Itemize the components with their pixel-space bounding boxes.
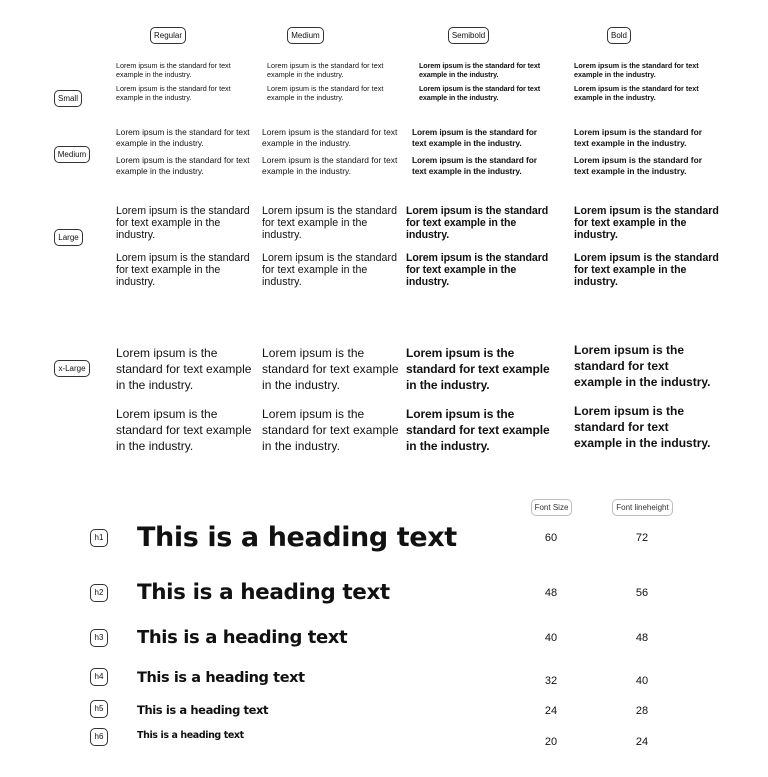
size-label-medium[interactable]: Medium (54, 146, 90, 163)
heading-tag-h3[interactable]: h3 (90, 629, 108, 647)
sample-xlarge-bold-1: Lorem ipsum is the standard for text example in the industry. (574, 343, 711, 389)
sample-small-semibold-1: Lorem ipsum is the standard for text example in the industry. (419, 61, 541, 79)
line-height-h4: 40 (635, 675, 649, 687)
heading-tag-h2[interactable]: h2 (90, 584, 108, 602)
sample-small-medium-2: Lorem ipsum is the standard for text example in the industry. (267, 84, 384, 102)
weight-label-semibold[interactable]: Semibold (448, 27, 489, 44)
sample-xlarge-medium-2: Lorem ipsum is the standard for text example in the industry. (262, 407, 399, 453)
sample-medium-medium-2: Lorem ipsum is the standard for text example in the industry. (262, 155, 398, 176)
line-height-h5: 28 (635, 705, 649, 717)
sample-large-semibold-1: Lorem ipsum is the standard for text example in the industry. (406, 205, 549, 241)
sample-xlarge-semibold-1: Lorem ipsum is the standard for text example in the industry. (406, 346, 550, 392)
sample-large-bold-1: Lorem ipsum is the standard for text example in the industry. (574, 205, 719, 241)
font-size-h2: 48 (544, 587, 558, 599)
heading-tag-h1[interactable]: h1 (90, 529, 108, 547)
sample-medium-bold-1: Lorem ipsum is the standard for text example in the industry. (574, 127, 702, 148)
font-size-header[interactable]: Font Size (531, 499, 572, 516)
sample-medium-bold-2: Lorem ipsum is the standard for text example in the industry. (574, 155, 702, 176)
sample-xlarge-regular-1: Lorem ipsum is the standard for text example in the industry. (116, 346, 252, 392)
sample-large-medium-2: Lorem ipsum is the standard for text example in the industry. (262, 252, 398, 288)
size-label-small[interactable]: Small (54, 90, 82, 107)
weight-label-medium[interactable]: Medium (287, 27, 324, 44)
line-height-h1: 72 (635, 532, 649, 544)
line-height-h6: 24 (635, 736, 649, 748)
size-label-xlarge[interactable]: x-Large (54, 360, 90, 377)
weight-label-bold[interactable]: Bold (607, 27, 631, 44)
sample-xlarge-regular-2: Lorem ipsum is the standard for text example in the industry. (116, 407, 252, 453)
line-height-h3: 48 (635, 632, 649, 644)
sample-small-semibold-2: Lorem ipsum is the standard for text example in the industry. (419, 84, 541, 102)
weight-label-regular[interactable]: Regular (150, 27, 186, 44)
sample-medium-medium-1: Lorem ipsum is the standard for text example in the industry. (262, 127, 398, 148)
font-size-h6: 20 (544, 736, 558, 748)
heading-tag-h6[interactable]: h6 (90, 728, 108, 746)
heading-sample-h5: This is a heading text (137, 703, 269, 717)
sample-large-bold-2: Lorem ipsum is the standard for text example in the industry. (574, 252, 719, 288)
font-size-h3: 40 (544, 632, 558, 644)
sample-medium-regular-1: Lorem ipsum is the standard for text example in the industry. (116, 127, 250, 148)
sample-medium-semibold-1: Lorem ipsum is the standard for text example in the industry. (412, 127, 537, 148)
heading-sample-h2: This is a heading text (137, 580, 390, 605)
sample-small-regular-2: Lorem ipsum is the standard for text example in the industry. (116, 84, 231, 102)
sample-small-bold-2: Lorem ipsum is the standard for text example in the industry. (574, 84, 699, 102)
size-label-large[interactable]: Large (54, 229, 83, 246)
line-height-header[interactable]: Font lineheight (612, 499, 673, 516)
font-size-h4: 32 (544, 675, 558, 687)
font-size-h5: 24 (544, 705, 558, 717)
heading-sample-h3: This is a heading text (137, 627, 348, 648)
sample-xlarge-medium-1: Lorem ipsum is the standard for text example in the industry. (262, 346, 399, 392)
heading-tag-h4[interactable]: h4 (90, 668, 108, 686)
heading-sample-h1: This is a heading text (137, 522, 457, 553)
heading-tag-h5[interactable]: h5 (90, 700, 108, 718)
sample-xlarge-semibold-2: Lorem ipsum is the standard for text example in the industry. (406, 407, 550, 453)
sample-small-medium-1: Lorem ipsum is the standard for text example in the industry. (267, 61, 384, 79)
sample-large-regular-1: Lorem ipsum is the standard for text example in the industry. (116, 205, 250, 241)
sample-medium-regular-2: Lorem ipsum is the standard for text example in the industry. (116, 155, 250, 176)
sample-large-semibold-2: Lorem ipsum is the standard for text example in the industry. (406, 252, 549, 288)
sample-small-regular-1: Lorem ipsum is the standard for text example in the industry. (116, 61, 231, 79)
font-size-h1: 60 (544, 532, 558, 544)
sample-small-bold-1: Lorem ipsum is the standard for text example in the industry. (574, 61, 699, 79)
sample-large-medium-1: Lorem ipsum is the standard for text example in the industry. (262, 205, 398, 241)
heading-sample-h6: This is a heading text (137, 730, 244, 741)
sample-large-regular-2: Lorem ipsum is the standard for text example in the industry. (116, 252, 250, 288)
line-height-h2: 56 (635, 587, 649, 599)
sample-medium-semibold-2: Lorem ipsum is the standard for text example in the industry. (412, 155, 537, 176)
sample-xlarge-bold-2: Lorem ipsum is the standard for text example in the industry. (574, 404, 711, 450)
heading-sample-h4: This is a heading text (137, 670, 305, 686)
